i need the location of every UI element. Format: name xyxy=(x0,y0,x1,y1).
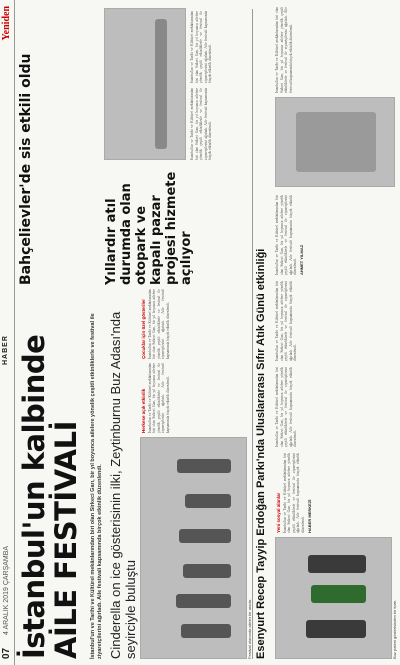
body-paragraph: İstanbul'un ve Tarihi ve Kültürel mekânlarından biri olan Sirkeci Garı, bir yıl boyunca ailelere yönelik çeşitli etkinliklerle ve festival ile ziyaretçilerini ağırladı. Aile festivali kapsamında birçok etkinlik düzenlendi. xyxy=(147,363,170,433)
parking-photo xyxy=(104,8,186,160)
subhead: Çocuklar için özel gösteriler xyxy=(141,298,146,359)
subhead: Yeni sosyal alanlar xyxy=(276,492,281,533)
body-column xyxy=(275,195,393,275)
event-photo xyxy=(275,97,395,187)
body-column xyxy=(275,7,393,93)
story-4-headline: Yıllardır atıl durumda olan otopark ve kapalı pazar projesi hizmete açılıyor xyxy=(104,171,194,285)
newspaper-logo: Yeniden xyxy=(1,6,12,41)
section-label: HABER xyxy=(2,335,9,365)
body-paragraph: İstanbul'un ve Tarihi ve Kültürel mekânlarından biri olan Sirkeci Garı, bir yıl boyunca ailelere yönelik çeşitli etkinliklerle ve festival ile ziyaretçilerini ağırladı. Aile festivali kapsamında birçok etkinlik düzenlendi. xyxy=(275,367,298,447)
body-column xyxy=(275,453,393,533)
body-column xyxy=(140,289,250,359)
page-number: 07 xyxy=(1,647,12,659)
photo-caption: Buz pateni gösterisinden bir kare. xyxy=(392,599,397,659)
body-paragraph: İstanbul'un ve Tarihi ve Kültürel mekânlarından biri olan Sirkeci Garı, bir yıl boyunca ailelere yönelik çeşitli etkinliklerle ve festival ile ziyaretçilerini ağırladı. Aile festivali kapsamında birçok etkinlik düzenlendi. xyxy=(147,289,170,359)
body-column xyxy=(190,88,250,160)
page-header xyxy=(0,0,15,665)
body-column xyxy=(275,281,393,361)
photo-caption: Festival alanında aileler bir arada. xyxy=(247,598,252,659)
body-column xyxy=(140,363,250,433)
story-3-headline: Bahçelievler'de sis etkili oldu xyxy=(18,53,34,285)
body-paragraph: İstanbul'un ve Tarihi ve Kültürel mekânlarından biri olan Sirkeci Garı, bir yıl boyunca ailelere yönelik çeşitli etkinliklerle ve festival ile ziyaretçilerini ağırladı. Aile festivali kapsamında birçok etkinlik düzenlendi. xyxy=(190,88,213,160)
park-photo xyxy=(275,537,392,659)
main-headline: İstanbul'un kalbinde AİLE FESTİVALİ xyxy=(17,334,83,659)
byline: AHMET YILMAZ xyxy=(298,244,304,275)
festival-photo xyxy=(140,437,247,659)
body-paragraph: İstanbul'un ve Tarihi ve Kültürel mekânlarından biri olan Sirkeci Garı, bir yıl boyunca ailelere yönelik çeşitli etkinliklerle ve festival ile ziyaretçilerini ağırladı. Aile festivali kapsamında birçok etkinlik düzenlendi. xyxy=(275,281,298,361)
story-5-headline: Esenyurt Recep Tayyip Erdoğan Parkı'nda Uluslararası Sıfır Atık Günü etkinliği xyxy=(255,248,267,659)
body-paragraph: İstanbul'un ve Tarihi ve Kültürel mekânlarından biri olan Sirkeci Garı, bir yıl boyunca ailelere yönelik çeşitli etkinliklerle ve festival ile ziyaretçilerini ağırladı. Aile festivali kapsamında birçok etkinlik düzenlendi. xyxy=(282,453,305,533)
body-paragraph: İstanbul'un ve Tarihi ve Kültürel mekânlarından biri olan Sirkeci Garı, bir yıl boyunca ailelere yönelik çeşitli etkinliklerle ve festival ile ziyaretçilerini ağırladı. Aile festivali kapsamında birçok etkinlik düzenlendi. xyxy=(190,11,213,83)
subhead: Herkese açık etkinlik xyxy=(141,388,146,433)
divider xyxy=(252,9,253,659)
body-column xyxy=(190,11,250,83)
body-paragraph: İstanbul'un ve Tarihi ve Kültürel mekânlarından biri olan Sirkeci Garı, bir yıl boyunca ailelere yönelik çeşitli etkinliklerle ve festival ile ziyaretçilerini ağırladı. Aile festivali kapsamında birçok etkinlik düzenlendi. xyxy=(275,195,298,275)
byline: HABER MERKEZİ xyxy=(306,499,312,533)
issue-date: 4 ARALIK 2019 ÇARŞAMBA xyxy=(3,545,10,635)
main-lede: İstanbul'un ve Tarihi ve Kültürel mekânlarından biri olan Sirkeci Garı, bir yıl boyunca ailelere yönelik çeşitli etkinliklerle ve festival ile ziyaretçilerini ağırladı. Aile festivali kapsamında birçok etkinlik düzenlendi. xyxy=(90,313,103,659)
body-paragraph: İstanbul'un ve Tarihi ve Kültürel mekânlarından biri olan Sirkeci Garı, bir yıl boyunca ailelere yönelik çeşitli etkinliklerle ve festival ile ziyaretçilerini ağırladı. Aile festivali kapsamında birçok etkinlik düzenlendi. xyxy=(275,7,293,93)
body-column xyxy=(275,367,393,447)
story-2-headline: Cinderella on ice gösterisinin ilki, Zeytinburnu Buz Adası'nda seyirciyle buluştu xyxy=(108,311,138,659)
